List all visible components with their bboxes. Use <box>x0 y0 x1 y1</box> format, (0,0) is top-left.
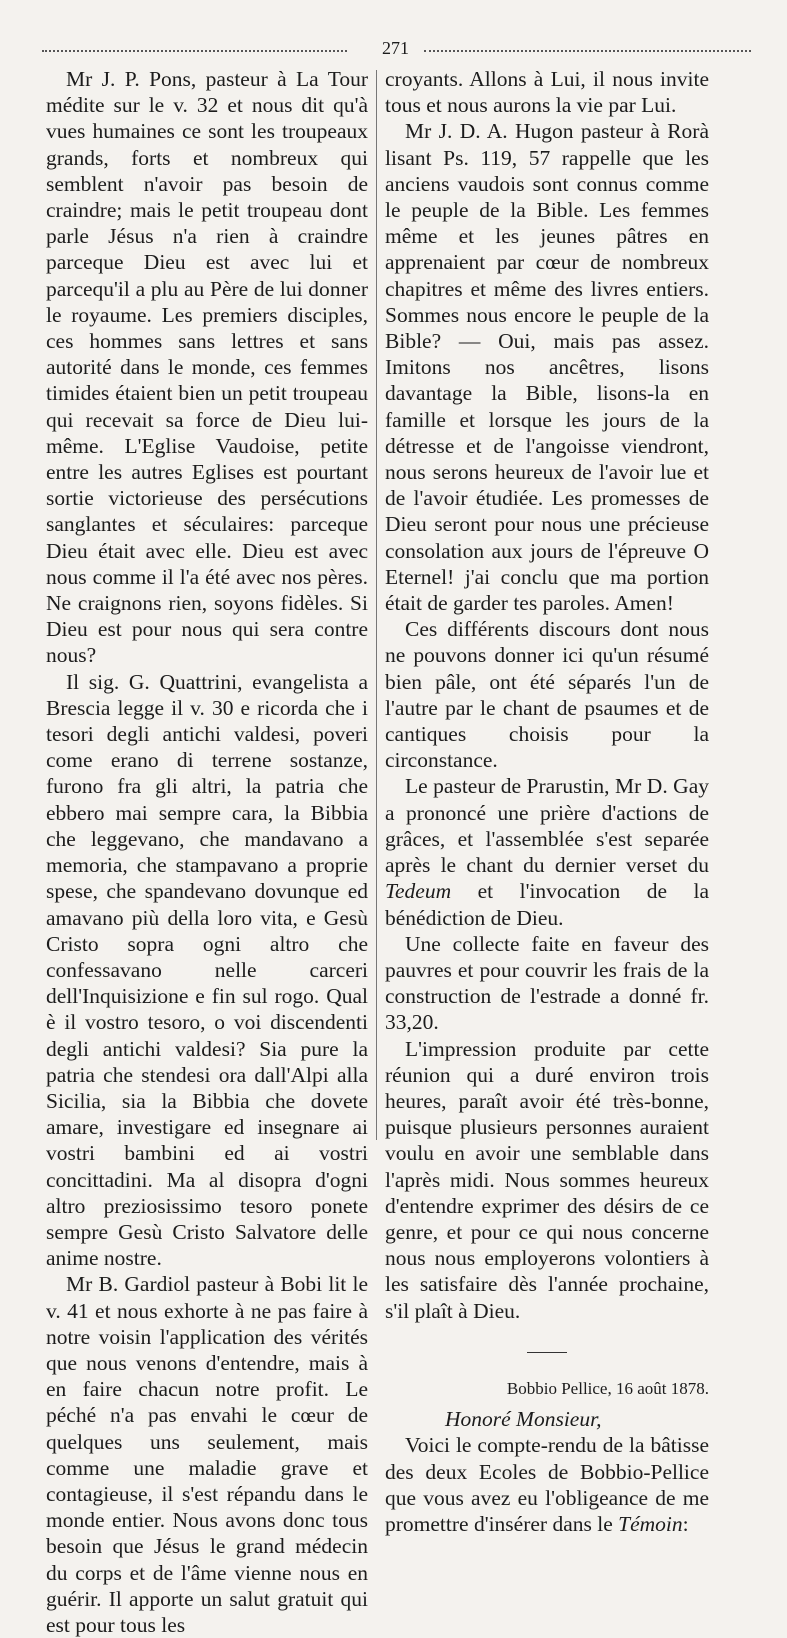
paragraph-gay <box>385 773 709 930</box>
column-divider <box>376 70 377 1140</box>
paragraph-collecte: Une collecte faite en faveur des pauvres et pour couvrir les frais de la construction de l'estrade a donné fr. 33,20. <box>385 931 709 1035</box>
header-rule-left <box>42 50 347 52</box>
section-separator <box>385 1338 709 1364</box>
left-column <box>46 66 368 1638</box>
gay-text-a: Le pasteur de Prarustin, Mr D. Gay a prononcé une prière d'actions de grâces, et l'assemblée s'est separée après le chant du dernier verset du <box>385 774 709 878</box>
paragraph-continued: croyants. Allons à Lui, il nous invite tous et nous aurons la vie par Lui. <box>385 67 709 118</box>
tedeum-word: Tedeum <box>385 879 452 904</box>
paragraph-letter: Voici le compte-rendu de la bâtisse des deux Ecoles de Bobbio-Pellice que vous avez eu l'obligeance de me promettre d'insérer dans le Témoin: <box>385 1433 709 1536</box>
paragraph-quattrini: Il sig. G. Quattrini, evangelista a Brescia legge il v. 30 e ricorda che i tesori degli antichi valdesi, poveri come erano di terrene sostanze, furono fra gli altri, la patria che ebbero mai sempre cara, la Bibbia che leggevano, che mandavano a memoria, che stampavano a proprie spese, che spandevano dovunque ed amavano più della loro vita, e Gesù Cristo sopra ogni altro che confessavano nelle carceri dell'Inquisizione e fin sul rogo. Qual è il vostro tesoro, o voi discendenti degli antichi valdesi? Sia pure la patria che stendesi ora dall'Alpi alla Sicilia, sia la Bibbia che dovete amare, investigare ed insegnare ai vostri bambini ed ai vostri concittadini. Ma al disopra d'ogni altro preziosissimo tesoro ponete sempre Gesù Cristo Salvatore delle anime nostre. <box>46 669 368 1271</box>
letter-dateline: Bobbio Pellice, 16 août 1878. <box>506 1378 709 1398</box>
paragraph-gardiol: Mr B. Gardiol pasteur à Bobi lit le v. 41 et nous exhorte à ne pas faire à notre voisin l'application des vérités que nous venons d'entendre, mais à en faire chacun notre profit. Le péché n'a pas envahi le cœur de quelques uns seulement, mais comme une maladie grave et contagieuse, il s'est répandu dans le monde entier. Nous avons donc tous besoin que Jésus le grand médecin du corps et de l'âme vienne nous en guérir. Il apporte un salut gratuit qui est pour tous les <box>46 1272 368 1637</box>
letter-salutation: Honoré Monsieur, <box>445 1407 602 1432</box>
paragraph-impression: L'impression produite par cette réunion qui a duré environ trois heures, paraît avoir été très-bonne, puisque plusieurs personnes auraient voulu en avoir une semblable dans l'après midi. Nous sommes heureux d'entendre exprimer des désirs de ce genre, et pour ce qui nous concerne nous nous employerons volontiers à les satisfaire dès l'année prochaine, s'il plaît à Dieu. <box>385 1036 709 1323</box>
paragraph-hugon: Mr J. D. A. Hugon pasteur à Rorà lisant Ps. 119, 57 rappelle que les anciens vaudois sont connus comme le peuple de la Bible. Les femmes même et les jeunes pâtres en apprenaient par cœur de nombreux chapitres et même des livres entiers. Sommes nous encore le peuple de la Bible? — Oui, mais pas assez. Imitons nos ancêtres, lisons davantage la Bible, lisons-la en famille et lorsque les jours de la détresse et de l'angoisse viendront, nous serons heureux de l'avoir lue et de l'avoir étudiée. Les promesses de Dieu seront pour nous une précieuse consolation aux jours de l'épreuve O Eternel! j'ai conclu que ma portion était de garder tes paroles. Amen! <box>385 119 709 616</box>
temoin-word: Témoin <box>618 1511 683 1536</box>
gay-text-b: et l'invocation de la bénédiction de Dieu. <box>385 879 710 930</box>
page-header <box>42 38 751 62</box>
page-number: 271 <box>382 38 409 58</box>
header-rule-right <box>424 50 751 52</box>
paragraph-pons: Mr J. P. Pons, pasteur à La Tour médite sur le v. 32 et nous dit qu'à vues humaines ce sont les troupeaux grands, forts et nombreux qui semblent n'avoir pas besoin de craindre; mais le petit troupeau dont parle Jésus n'a rien à craindre parceque Dieu est avec lui et parcequ'il a plu au Père de lui donner le royaume. Les premiers disciples, ces hommes sans lettres et sans autorité dans le monde, ces femmes timides étaient bien un petit troupeau qui recevait sa force de Dieu lui-même. L'Eglise Vaudoise, petite entre les autres Eglises est pourtant sortie victorieuse des persécutions sanglantes et séculaires: parceque Dieu était avec elle. Dieu est avec nous comme il l'a été avec nos pères. Ne craignons rien, soyons fidèles. Si Dieu est pour nous qui sera contre nous? <box>46 67 368 668</box>
right-column <box>385 66 709 1537</box>
letter-text: Voici le compte-rendu de la bâtisse des deux Ecoles de Bobbio-Pellice que vous avez eu l'obligeance de me promettre d'insérer dans le <box>385 1433 709 1536</box>
paragraph-discours: Ces différents discours dont nous ne pouvons donner ici qu'un résumé bien pâle, ont été séparés l'un de l'autre par le chant de psaumes et de cantiques choisis pour la circonstance. <box>385 617 709 773</box>
